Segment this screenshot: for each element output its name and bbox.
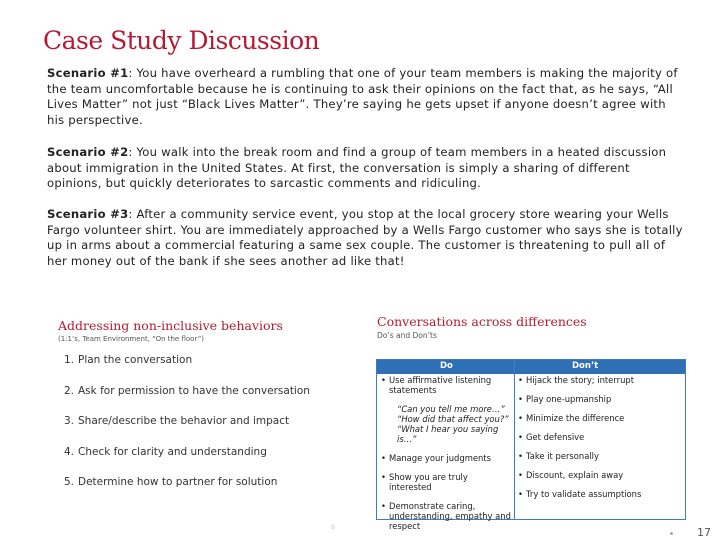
right-panel-subtitle: Do’s and Don’ts [377,331,437,340]
list-item: • Manage your judgments [379,453,512,463]
table-header [377,360,685,374]
right-panel-title: Conversations across differences [377,314,587,329]
list-item: • Hijack the story; interrupt [516,375,684,385]
steps-list [64,354,310,507]
dos-donts-table [376,359,686,531]
list-item: 2. Ask for permission to have the conversation [64,384,310,397]
conversations-panel [376,312,686,531]
dont-header: Don’t [572,361,599,371]
non-inclusive-behaviors-panel [56,316,326,516]
scenario-1-label: Scenario #1 [47,66,129,80]
scenario-1-text: : You have overheard a rumbling that one of your team members is making the majority of the team uncomfortable because he is continuing to ask their opinions on the fact that, as he says, “All Lives Matter” not just “Black Lives Matter”. They’re saying he gets upset if anyone doesn’t agree with his perspective. [47,66,678,127]
scenario-3-text: : After a community service event, you stop at the local grocery store wearing your Wells Fargo volunteer shirt. You are immediately approached by a Wells Fargo customer who says she is totally up in arms about a commercial featuring a same sex couple. The customer is threatening to pull all of her money out of the bank if she sees another ad like that! [47,207,683,268]
ghost-mark: 0 [331,524,335,531]
scenario-2-label: Scenario #2 [47,145,129,159]
scenario-3-label: Scenario #3 [47,207,129,221]
list-item: “Can you tell me more…” “How did that affect you?” “What I hear you saying is…” [397,404,509,444]
list-item: • Get defensive [516,432,684,442]
column-divider [514,360,515,519]
dont-column [516,375,684,508]
scenario-3 [47,207,687,269]
scenario-1 [47,66,687,128]
list-item: • Play one-upmanship [516,394,684,404]
do-column [379,375,512,540]
list-item: 4. Check for clarity and understanding [64,445,267,458]
list-item: • Use affirmative listening statements [379,375,512,395]
list-item: • Take it personally [516,451,684,461]
list-item: • Discount, explain away [516,470,684,480]
list-item: • Minimize the difference [516,413,684,423]
page-dot [670,532,673,535]
left-panel-title: Addressing non-inclusive behaviors [58,318,283,333]
page-title: Case Study Discussion [43,26,320,55]
list-item: 1. Plan the conversation [64,354,193,366]
list-item: 5. Determine how to partner for solution [64,476,278,488]
page-number: 17 [697,526,711,539]
scenario-2-text: : You walk into the break room and find a group of team members in a heated discussion about immigration in the United States. At first, the conversation is simply a sharing of different opinions, but quickly deteriorates to sarcastic comments and ridiculing. [47,145,667,191]
scenario-2 [47,145,687,192]
left-panel-subtitle: (1:1’s, Team Environment, “On the floor”) [58,335,204,343]
list-item: 3. Share/describe the behavior and impact [64,415,290,427]
list-item: • Try to validate assumptions [516,489,684,499]
list-item: • Show you are truly interested [379,472,512,492]
do-header: Do [440,361,453,371]
list-item: • Demonstrate caring, understanding, empathy and respect [379,501,512,531]
